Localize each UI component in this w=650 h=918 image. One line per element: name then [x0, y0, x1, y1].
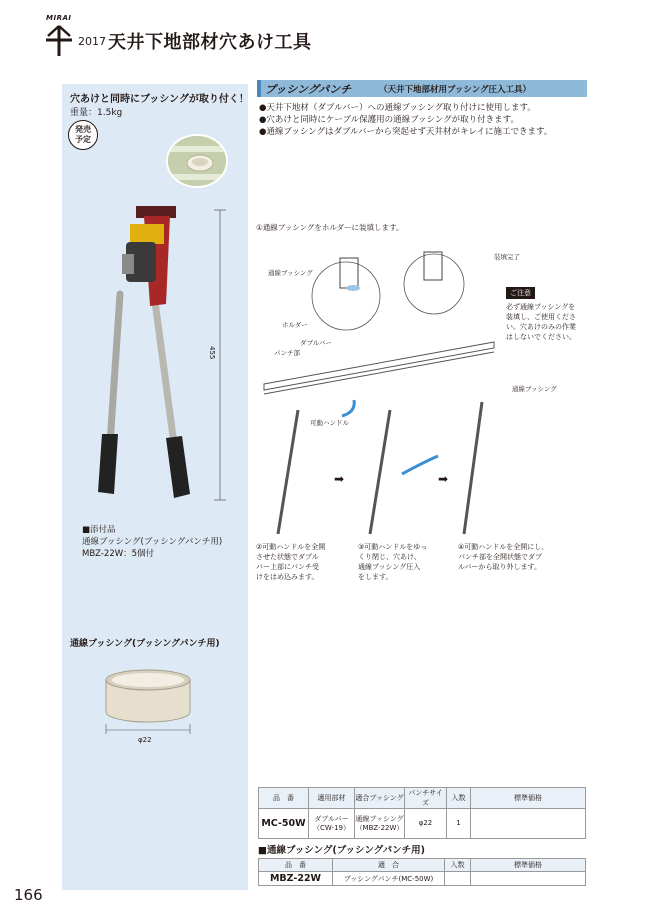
col-fit: 適 合 — [333, 859, 445, 872]
mirai-logo — [42, 14, 76, 58]
accessory-line: 通線ブッシング(ブッシングパンチ用) — [82, 537, 223, 547]
product-spec-table — [258, 787, 586, 839]
cell-qty: 1 — [447, 809, 471, 839]
col-punch: パンチサイズ — [405, 788, 447, 809]
cell-line: （MBZ-22W） — [355, 823, 404, 832]
badge-line-2: 予定 — [75, 135, 91, 144]
ring-title: 通線ブッシング(ブッシングパンチ用) — [70, 639, 220, 649]
steps-illustration — [254, 234, 504, 554]
label-holder: ホルダー — [282, 321, 308, 329]
cell-qty — [445, 872, 471, 886]
tool-dimension: 455 — [208, 346, 216, 360]
step-3-line: ③可動ハンドルをゆっ — [358, 543, 428, 551]
label-bushing: 通線ブッシング — [268, 269, 313, 277]
step-3-line: くり閉じ、穴あけ、 — [358, 553, 421, 561]
col-qty: 入数 — [445, 859, 471, 872]
caution-line: い。穴あけのみの作業 — [506, 323, 576, 331]
col-code: 品 番 — [259, 859, 333, 872]
cell-line: （CW-19） — [313, 823, 350, 832]
table-row — [259, 809, 586, 839]
cell-code: MC-50W — [259, 809, 309, 839]
page-title: 天井下地部材穴あけ工具 — [108, 32, 312, 53]
feature-list — [259, 102, 552, 138]
product-panel — [62, 84, 248, 890]
caution-title: ご注意 — [506, 287, 535, 299]
step-4-line: ④可動ハンドルを全開にし、 — [458, 543, 549, 551]
feature-item: ●穴あけと同時にケーブル保護用の通線ブッシングが取り付きます。 — [259, 115, 519, 125]
cell-price — [471, 872, 586, 886]
feature-item: ●天井下地材（ダブルバー）への通線ブッシング取り付けに使用します。 — [259, 103, 536, 113]
caution-line: 必ず通線ブッシングを — [506, 303, 576, 311]
step-4-line: パンチ部を全開状態でダブ — [458, 553, 542, 561]
col-code: 品 番 — [259, 788, 309, 809]
cell-material — [309, 809, 355, 839]
col-price: 標準価格 — [471, 788, 586, 809]
caution-body — [506, 302, 594, 342]
step-2-line: バー上部にパンチ受 — [256, 563, 319, 571]
table-header-row — [259, 859, 586, 872]
cell-punch: φ22 — [405, 809, 447, 839]
table-row — [259, 872, 586, 886]
release-badge — [68, 120, 98, 150]
step-3-line: をします。 — [358, 573, 393, 581]
badge-line-1: 発売 — [75, 125, 91, 134]
caution-box — [506, 280, 594, 342]
caution-line: 装填し、ご使用くださ — [506, 313, 576, 321]
step-1-text: ①通線ブッシングをホルダーに装填します。 — [256, 223, 404, 232]
label-loaded: 装填完了 — [494, 253, 520, 261]
col-bushing: 適合ブッシング — [355, 788, 405, 809]
table-header-row — [259, 788, 586, 809]
col-material: 適用部材 — [309, 788, 355, 809]
label-double-bar: ダブルバー — [300, 339, 332, 347]
accessory-line: MBZ-22W：5個付 — [82, 549, 155, 559]
bushing-spec-table — [258, 858, 586, 886]
feature-item: ●通線ブッシングはダブルバーから突起せず天井材がキレイに施工できます。 — [259, 127, 553, 137]
bushing-inset-photo — [166, 134, 228, 188]
cell-fit: ブッシングパンチ(MC-50W) — [333, 872, 445, 886]
step-4-text — [458, 542, 548, 572]
section-title-bar — [257, 80, 587, 97]
step-4-line: ルバーから取り外します。 — [458, 563, 541, 571]
logo-text: MIRAI — [46, 14, 72, 22]
step-2-line: ②可動ハンドルを全開 — [256, 543, 326, 551]
ring-dimension: φ22 — [138, 736, 152, 744]
usage-steps — [254, 222, 594, 582]
logo-mark-icon — [42, 14, 76, 58]
section-title: ブッシングパンチ — [265, 83, 352, 96]
col-qty: 入数 — [447, 788, 471, 809]
header-year: 2017 — [78, 35, 106, 48]
step-3-text — [358, 542, 427, 582]
label-movable-handle: 可動ハンドル — [310, 419, 349, 427]
bushing-table-title: ■通線ブッシング(ブッシングパンチ用) — [258, 845, 425, 856]
step-2-line: けをはめ込みます。 — [256, 573, 319, 581]
section-subtitle: （天井下地部材用ブッシング圧入工具） — [379, 85, 532, 95]
page-number: 166 — [14, 886, 43, 904]
arrow-right-icon: ➡ — [438, 472, 449, 486]
cell-code: MBZ-22W — [259, 872, 333, 886]
step-2-text — [256, 542, 325, 582]
product-headline: 穴あけと同時にブッシングが取り付く！ — [70, 94, 249, 105]
cell-line: ダブルバー — [314, 814, 349, 823]
label-punch-part: パンチ部 — [274, 349, 300, 357]
bushing-ring-photo — [98, 662, 198, 738]
product-weight: 重量：1.5kg — [70, 108, 123, 118]
bushing-punch-photo — [62, 194, 248, 514]
caution-line: はしないでください。 — [506, 333, 576, 341]
cell-line: 通線ブッシング — [355, 814, 404, 823]
accessory-info — [82, 524, 222, 560]
cell-bushing — [355, 809, 405, 839]
label-bushing-2: 通線ブッシング — [512, 385, 557, 393]
step-3-line: 通線ブッシング圧入 — [358, 563, 421, 571]
step-2-line: させた状態でダブル — [256, 553, 319, 561]
col-price: 標準価格 — [471, 859, 586, 872]
arrow-right-icon: ➡ — [334, 472, 345, 486]
cell-price — [471, 809, 586, 839]
accessory-line: ■添付品 — [82, 525, 116, 535]
page-header — [42, 14, 342, 64]
